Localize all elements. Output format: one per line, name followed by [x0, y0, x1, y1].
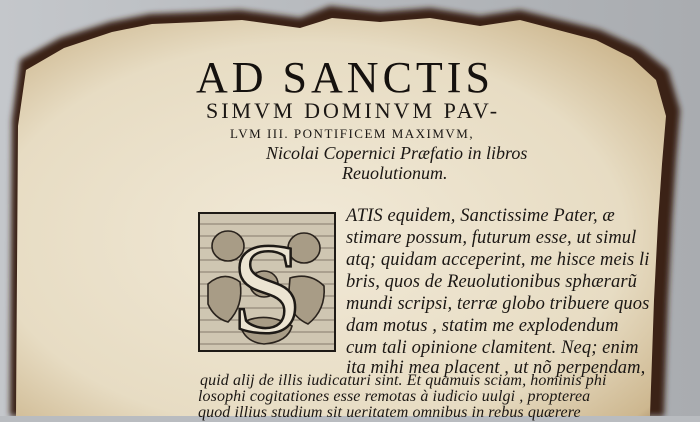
- body-line: mundi scripsi, terræ globo tribuere quos: [346, 294, 650, 314]
- body-line: ATIS equidem, Sanctissime Pater, æ: [346, 206, 615, 226]
- body-line: losophi cogitationes esse remotas à iudicio uulgi , propterea: [198, 388, 591, 405]
- body-line: ita mihi mea placent , ut nõ perpendam,: [346, 358, 646, 378]
- initial-letter: S: [230, 217, 304, 350]
- body-line: atq; quidam acceperint, me hisce meis li: [346, 250, 650, 270]
- body-line: cum tali opinione clamitent. Neq; enim: [346, 338, 639, 358]
- heading-line-5: Reuolutionum.: [342, 163, 448, 183]
- heading-line-2: SIMVM DOMINVM PAV-: [206, 98, 501, 123]
- heading-line-1: AD SANCTIS: [196, 53, 494, 102]
- body-line: stimare possum, futurum esse, ut simul: [346, 228, 637, 248]
- body-line: quod illius studium sit ueritatem omnibus in rebus quærere: [198, 404, 581, 421]
- body-line: dam motus , statim me explodendum: [346, 316, 619, 336]
- woodcut-initial-s: [198, 212, 336, 352]
- heading-line-4: Nicolai Copernici Præfatio in libros: [266, 143, 528, 163]
- woodcut-illustration: [200, 214, 334, 350]
- body-line: quid alij de illis iudicaturi sint. Et quamuis sciam, hominis phi: [200, 372, 607, 389]
- body-line: bris, quos de Reuolutionibus sphærarũ: [346, 272, 637, 292]
- heading-line-3: LVM III. PONTIFICEM MAXIMVM,: [230, 126, 475, 141]
